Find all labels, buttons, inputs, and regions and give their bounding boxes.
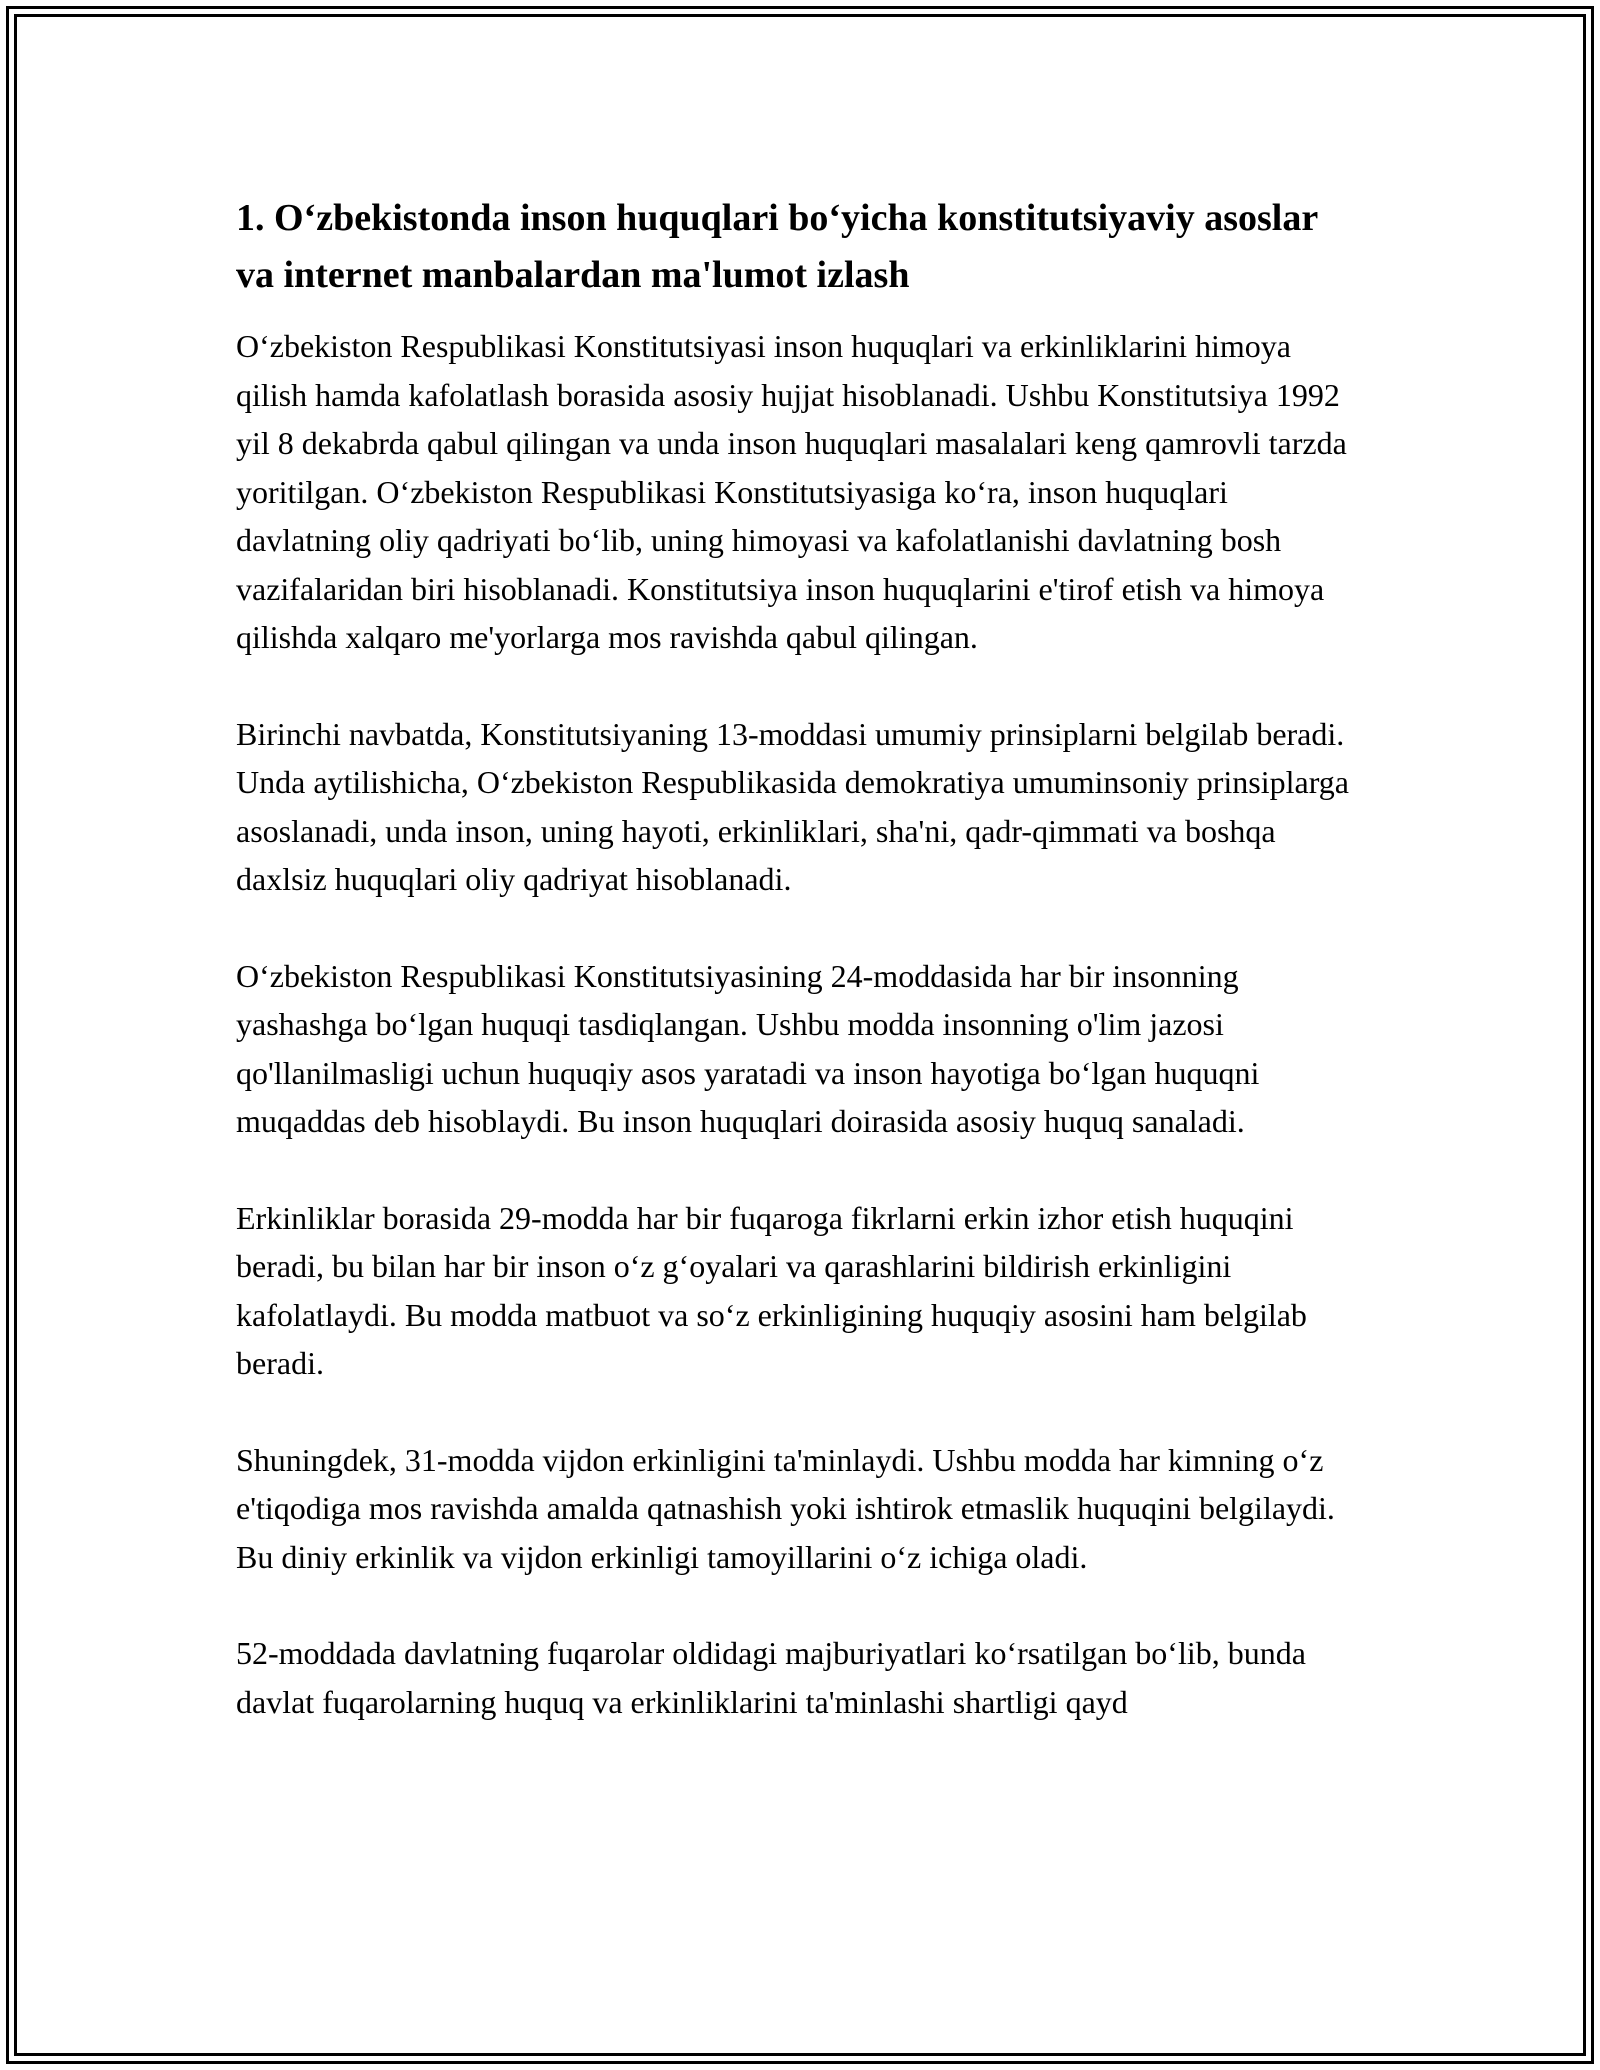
- paragraph-article-29: Erkinliklar borasida 29-modda har bir fuqaroga fikrlarni erkin izhor etish huquqini beradi, bu bilan har bir inson o‘z g‘oyalari va qarashlarini bildirish erkinligini kafolatlaydi. Bu modda matbuot va so‘z erkinligining huquqiy asosini ham belgilab beradi.: [236, 1199, 1307, 1381]
- paragraph-constitution-overview: O‘zbekiston Respublikasi Konstitutsiyasi inson huquqlari va erkinliklarini himoya qilish hamda kafolatlash borasida asosiy hujjat hisoblanadi. Ushbu Konstitutsiya 1992 yil 8 dekabrda qabul qilingan va unda inson huquqlari masalalari keng qamrovli tarzda yoritilgan. O‘zbekiston Respublikasi Konstitutsiyasiga ko‘ra, inson huquqlari davlatning oliy qadriyati bo‘lib, uning himoyasi va kafolatlanishi davlatning bosh vazifalaridan biri hisoblanadi. Konstitutsiya inson huquqlarini e'tirof etish va himoya qilishda xalqaro me'yorlarga mos ravishda qabul qilingan.: [236, 328, 1347, 655]
- paragraph-article-31: Shuningdek, 31-modda vijdon erkinligini ta'minlaydi. Ushbu modda har kimning o‘z e'tiqodiga mos ravishda amalda qatnashish yoki ishtirok etmaslik huquqini belgilaydi. Bu diniy erkinlik va vijdon erkinligi tamoyillarini o‘z ichiga oladi.: [236, 1441, 1335, 1575]
- section-title: 1. O‘zbekistonda inson huquqlari bo‘yicha konstitutsiyaviy asoslar va internet manbalardan ma'lumot izlash: [236, 197, 1318, 296]
- paragraph-article-24: O‘zbekiston Respublikasi Konstitutsiyasining 24-moddasida har bir insonning yashashga bo‘lgan huquqi tasdiqlangan. Ushbu modda insonning o'lim jazosi qo'llanilmasligi uchun huquqiy asos yaratadi va inson hayotiga bo‘lgan huquqni muqaddas deb hisoblaydi. Bu inson huquqlari doirasida asosiy huquq sanaladi.: [236, 957, 1260, 1139]
- document-body: [236, 190, 1356, 1774]
- paragraph-article-52: 52-moddada davlatning fuqarolar oldidagi majburiyatlari ko‘rsatilgan bo‘lib, bunda davlat fuqarolarning huquq va erkinliklarini ta'minlashi shartligi qayd: [236, 1635, 1306, 1720]
- paragraph-article-13: Birinchi navbatda, Konstitutsiyaning 13-moddasi umumiy prinsiplarni belgilab beradi. Unda aytilishicha, O‘zbekiston Respublikasida demokratiya umuminsoniy prinsiplarga asoslanadi, unda inson, uning hayoti, erkinliklari, sha'ni, qadr-qimmati va boshqa daxlsiz huquqlari oliy qadriyat hisoblanadi.: [236, 715, 1349, 897]
